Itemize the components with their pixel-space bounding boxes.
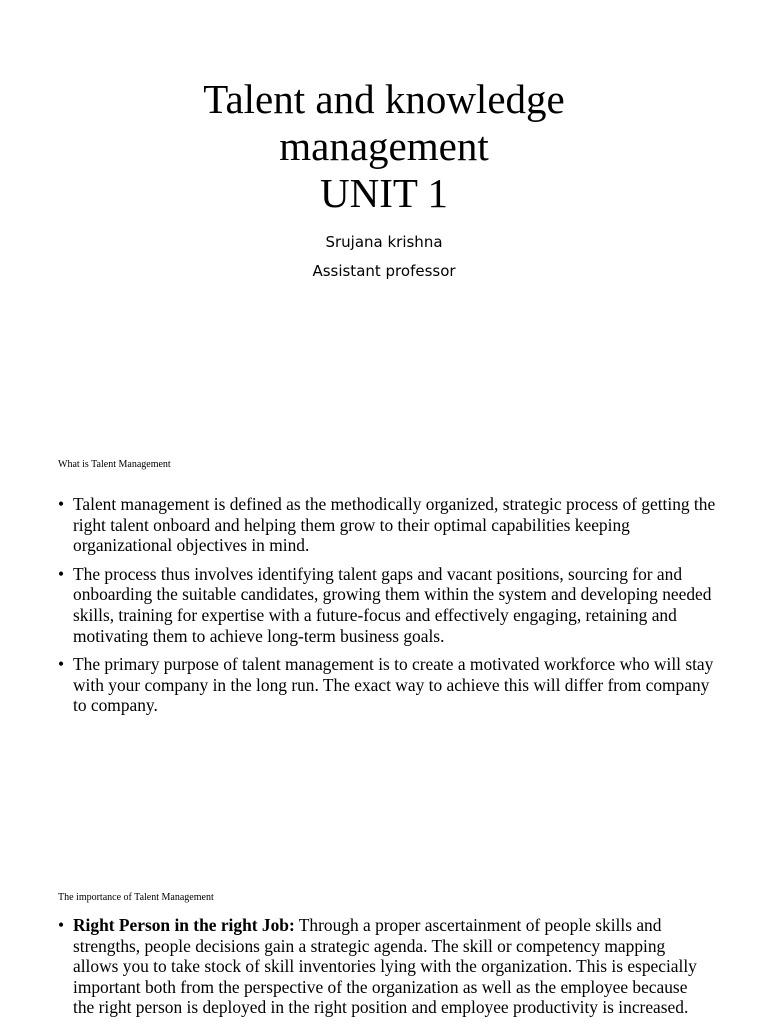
author-role: Assistant professor [312, 262, 456, 280]
slide-heading: The importance of Talent Management [58, 892, 214, 903]
title-line: management [279, 123, 489, 169]
bullet-list [58, 494, 718, 724]
slide-title [0, 76, 768, 217]
title-line: UNIT 1 [320, 170, 448, 216]
list-item [58, 494, 718, 556]
slide-heading: What is Talent Management [58, 459, 171, 470]
bullet-icon: • [58, 654, 65, 675]
bullet-text: The primary purpose of talent management is to create a motivated workforce who will stay with your company in the long run. The exact way to achieve this will differ from company to company. [73, 654, 714, 716]
slide-subtitle [0, 228, 768, 286]
title-slide [0, 0, 768, 432]
list-item [58, 654, 718, 716]
bullet-text: Through a proper ascertainment of people skills and strengths, people decisions gain a strategic agenda. The skill or competency mapping allows you to take stock of skill inventories lying with the organization. This is especially important both from the perspective of the organization as well as the employee because the right person is deployed in the right position and employee productivity is increased. [73, 915, 697, 1018]
bullet-icon: • [58, 915, 65, 935]
bullet-icon: • [58, 494, 65, 514]
bullet-text: Talent management is defined as the methodically organized, strategic process of getting the right talent onboard and helping them grow to their optimal capabilities keeping organizational objectives in mind. [73, 494, 716, 556]
bullet-list [58, 915, 708, 1024]
author-name: Srujana krishna [325, 233, 443, 251]
bullet-icon: • [58, 563, 65, 584]
importance-of-talent-management-slide [0, 864, 768, 1024]
bullet-text: The process thus involves identifying talent gaps and vacant positions, sourcing for and onboarding the suitable candidates, growing them within the system and developing needed skills, training for expertise with a future-focus and effectively engaging, retaining and motivating them to achieve long-term business goals. [73, 563, 712, 646]
title-line: Talent and knowledge [203, 76, 565, 122]
list-item [58, 564, 718, 646]
bullet-lead: Right Person in the right Job: [73, 915, 295, 935]
list-item [58, 915, 708, 1018]
what-is-talent-management-slide [0, 432, 768, 864]
